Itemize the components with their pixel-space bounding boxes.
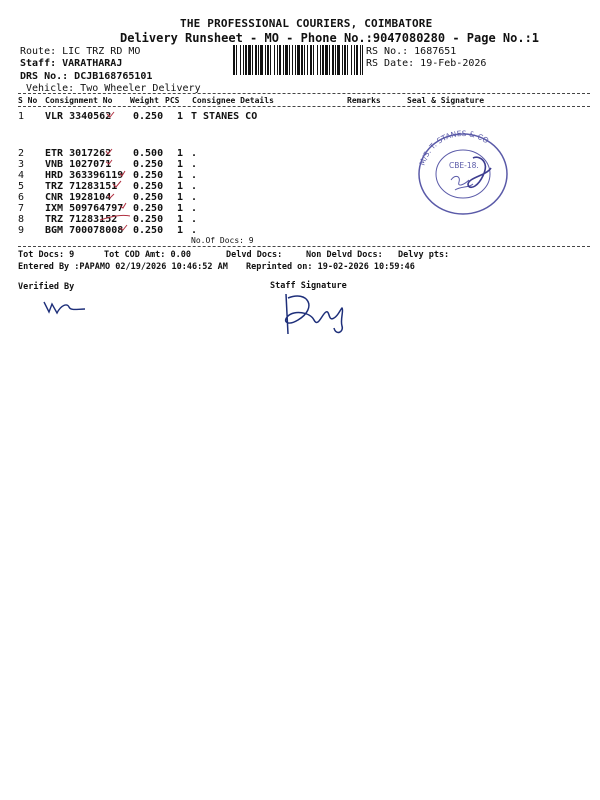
row-pcs: 1 [177, 203, 184, 214]
non-delvd-docs: Non Delvd Docs: [306, 250, 383, 260]
row-consignment: VNB 1027071 [45, 159, 112, 170]
row-sno: 4 [18, 170, 25, 181]
row-consignment: HRD 363396119 [45, 170, 124, 181]
row-consignee: . [191, 181, 198, 192]
row-weight: 0.250 [133, 181, 164, 192]
rs-number: RS No.: 1687651 [366, 46, 457, 57]
tot-docs: Tot Docs: 9 [18, 250, 75, 260]
row-consignment: TRZ 71283151 [45, 181, 118, 192]
row-weight: 0.250 [133, 111, 164, 122]
row-consignment: BGM 700078008 [45, 225, 124, 236]
no-of-docs: No.Of Docs: 9 [191, 236, 254, 245]
staff-label: Staff: VARATHARAJ [20, 58, 123, 69]
row-consignment: ETR 3017262 [45, 148, 112, 159]
delvy-pts: Delvy pts: [398, 250, 450, 260]
drs-number: DRS No.: DCJB168765101 [20, 71, 153, 82]
stamp-center-text: CBE-18. [449, 161, 479, 170]
verified-by-label: Verified By [18, 282, 75, 292]
row-consignment: VLR 3340562 [45, 111, 112, 122]
row-pcs: 1 [177, 148, 184, 159]
row-consignee: . [191, 148, 198, 159]
row-consignment: TRZ 71283152 [45, 214, 118, 225]
col-seal: Seal & Signature [407, 96, 485, 105]
row-consignment: IXM 509764797 [45, 203, 124, 214]
reprinted-on: Reprinted on: 19-02-2026 10:59:46 [246, 262, 415, 272]
route-label: Route: LIC TRZ RD MO [20, 46, 141, 57]
col-weight: Weight [130, 96, 159, 105]
col-sno: S No [18, 96, 38, 105]
row-consignment: CNR 1928104 [45, 192, 112, 203]
staff-signature [270, 284, 350, 344]
row-pcs: 1 [177, 170, 184, 181]
row-weight: 0.250 [133, 170, 164, 181]
row-sno: 6 [18, 192, 25, 203]
row-sno: 9 [18, 225, 25, 236]
row-weight: 0.250 [133, 203, 164, 214]
row-sno: 5 [18, 181, 25, 192]
row-sno: 7 [18, 203, 25, 214]
row-consignee: . [191, 159, 198, 170]
verified-by-signature [40, 292, 90, 322]
row-pcs: 1 [177, 192, 184, 203]
row-weight: 0.250 [133, 225, 164, 236]
row-consignee: . [191, 214, 198, 225]
row-weight: 0.250 [133, 159, 164, 170]
row-pcs: 1 [177, 181, 184, 192]
staff-signature-label: Staff Signature [270, 281, 347, 291]
col-pcs: PCS [165, 96, 180, 105]
runsheet-subtitle: Delivery Runsheet - MO - Phone No.:9047080280 - Page No.:1 [120, 31, 540, 45]
row-sno: 8 [18, 214, 25, 225]
row-pcs: 1 [177, 159, 184, 170]
delvd-docs: Delvd Docs: [226, 250, 283, 260]
col-remarks: Remarks [347, 96, 381, 105]
row-pcs: 1 [177, 214, 184, 225]
row-weight: 0.500 [133, 148, 164, 159]
row-weight: 0.250 [133, 214, 164, 225]
company-stamp [413, 128, 513, 220]
row-weight: 0.250 [133, 192, 164, 203]
row-consignee: . [191, 170, 198, 181]
row-consignee: . [191, 192, 198, 203]
col-consignee: Consignee Details [192, 96, 274, 105]
tot-cod-amt: Tot COD Amt: 0.00 [104, 250, 191, 260]
entered-by: Entered By :PAPAMO 02/19/2026 10:46:52 AM [18, 262, 228, 272]
row-consignee: T STANES CO [191, 111, 258, 122]
row-sno: 1 [18, 111, 25, 122]
row-pcs: 1 [177, 225, 184, 236]
row-consignee: . [191, 225, 198, 236]
vehicle-label: Vehicle: Two Wheeler Delivery [26, 83, 201, 94]
row-sno: 3 [18, 159, 25, 170]
row-sno: 2 [18, 148, 25, 159]
rs-date: RS Date: 19-Feb-2026 [366, 58, 487, 69]
footer-rule [18, 246, 590, 247]
row-pcs: 1 [177, 111, 184, 122]
row-consignee: . [191, 203, 198, 214]
col-consignment: Consignment No [45, 96, 113, 105]
stamp-ring-text: M/S. T. STANES & CO [417, 128, 491, 167]
company-title: THE PROFESSIONAL COURIERS, COIMBATORE [180, 17, 433, 30]
